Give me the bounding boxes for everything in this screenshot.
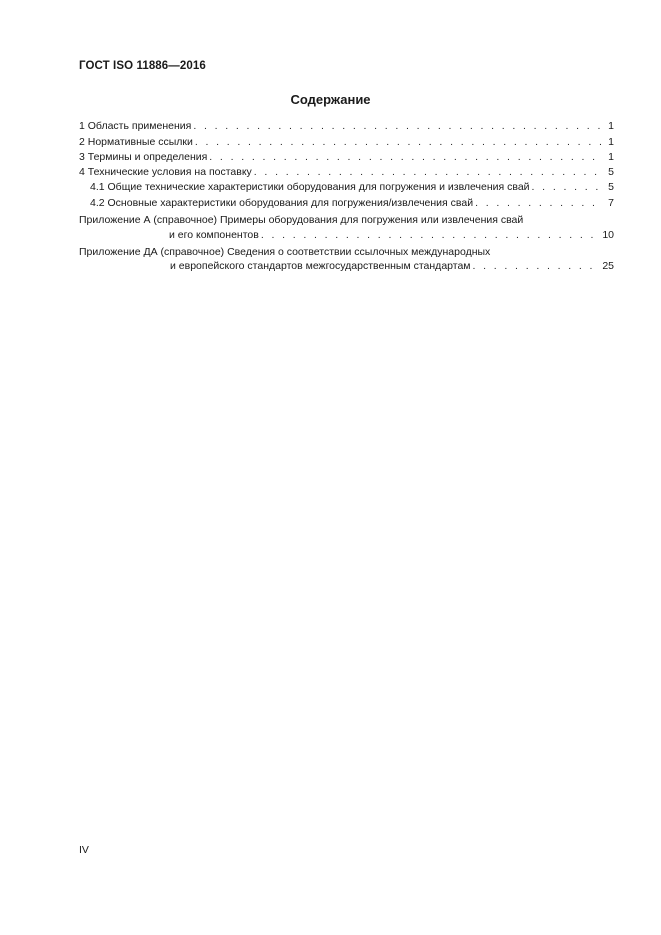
toc-item-page: 7 <box>608 196 614 209</box>
toc-item-label: 1 Область применения <box>79 120 192 133</box>
leader-dots <box>532 180 602 195</box>
toc-item-label: и его компонентов <box>169 228 259 241</box>
toc-item-page: 1 <box>608 120 614 133</box>
leader-dots <box>195 135 602 150</box>
toc-item-label: 4.2 Основные характеристики оборудования для погружения/извлечения свай <box>90 196 474 209</box>
toc-item-label: 4.1 Общие технические характеристики оборудования для погружения и извлечения свай <box>90 181 530 194</box>
document-id: ГОСТ ISO 11886—2016 <box>79 60 206 72</box>
toc-item-label: 3 Термины и определения <box>79 150 208 163</box>
leader-dots <box>254 165 602 180</box>
toc-item[interactable] <box>79 119 614 134</box>
toc-subitem[interactable] <box>79 195 614 210</box>
toc-item-page: 1 <box>608 150 614 163</box>
toc-subitem[interactable] <box>79 180 614 195</box>
toc-item[interactable] <box>79 165 614 180</box>
appendix-a-continuation[interactable] <box>79 227 614 242</box>
toc-item-page: 25 <box>602 260 614 273</box>
page-title: Содержание <box>290 92 371 107</box>
toc-item[interactable] <box>79 150 614 165</box>
toc-item-label: 4 Технические условия на поставку <box>79 166 252 179</box>
table-of-contents <box>79 119 614 274</box>
toc-item-page: 5 <box>608 166 614 179</box>
toc-item-page: 10 <box>602 228 614 241</box>
leader-dots <box>475 196 602 211</box>
leader-dots <box>209 150 602 165</box>
toc-item-page: 1 <box>608 135 614 148</box>
toc-item-page: 5 <box>608 181 614 194</box>
leader-dots <box>261 228 600 243</box>
appendix-da-continuation[interactable] <box>79 259 614 274</box>
appendix-da-title[interactable]: Приложение ДА (справочное) Сведения о соответствии ссылочных международных <box>79 245 491 258</box>
toc-item-label: 2 Нормативные ссылки <box>79 135 193 148</box>
appendix-a-title[interactable]: Приложение А (справочное) Примеры оборудования для погружения или извлечения свай <box>79 213 524 226</box>
leader-dots <box>193 119 602 134</box>
toc-item[interactable] <box>79 134 614 149</box>
toc-item-label: и европейского стандартов межгосударственным стандартам <box>170 260 471 273</box>
page-number: IV <box>79 844 89 856</box>
leader-dots <box>473 259 601 274</box>
